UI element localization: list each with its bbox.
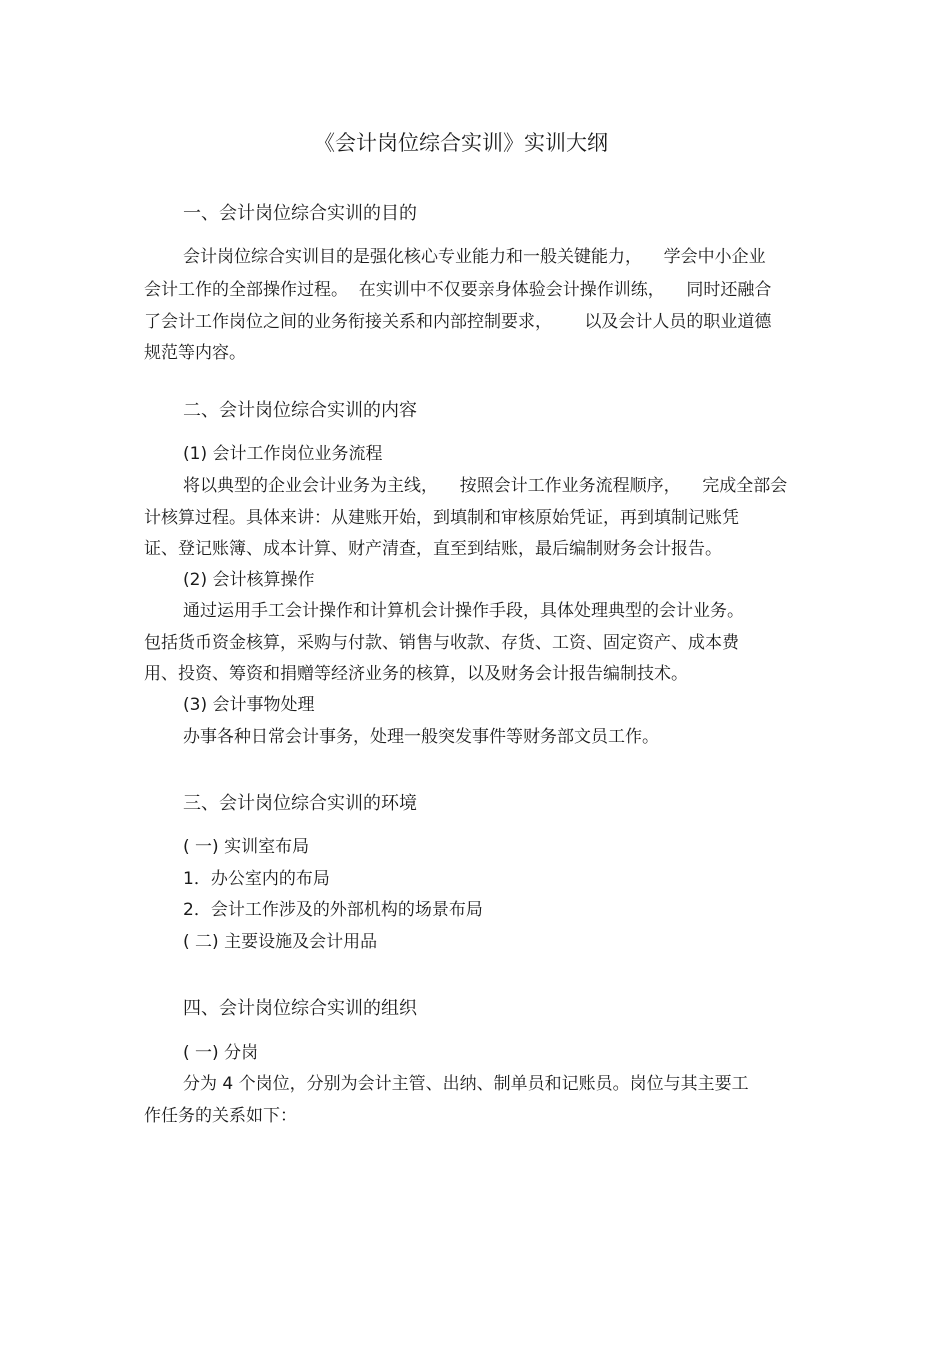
section-2-line-3: 计核算过程。具体来讲：从建账开始，到填制和审核原始凭证，再到填制记账凭 <box>144 508 739 528</box>
section-2-line-10: 办事各种日常会计事务，处理一般突发事件等财务部文员工作。 <box>183 727 659 747</box>
section-4-line-3: 作任务的关系如下： <box>144 1106 297 1126</box>
section-1-line-1: 会计岗位综合实训目的是强化核心专业能力和一般关键能力， 学会中小企业 <box>183 247 766 267</box>
section-2-line-9: (3) 会计事物处理 <box>183 695 315 715</box>
section-1-heading: 一、会计岗位综合实训的目的 <box>183 203 417 224</box>
section-2-line-2: 将以典型的企业会计业务为主线， 按照会计工作业务流程顺序， 完成全部会 <box>183 476 788 496</box>
section-3-line-4: ( 二) 主要设施及会计用品 <box>183 932 378 952</box>
document-title: 《会计岗位综合实训》实训大纲 <box>314 131 608 155</box>
section-4-line-2: 分为 4 个岗位，分别为会计主管、出纳、制单员和记账员。岗位与其主要工 <box>183 1074 749 1094</box>
section-3-heading: 三、会计岗位综合实训的环境 <box>183 793 417 814</box>
section-3-line-1: ( 一) 实训室布局 <box>183 837 310 857</box>
section-1-line-4: 规范等内容。 <box>144 343 246 363</box>
section-2-line-5: (2) 会计核算操作 <box>183 570 315 590</box>
section-2-line-4: 证、登记账簿、成本计算、财产清查，直至到结账，最后编制财务会计报告。 <box>144 539 722 559</box>
section-4-line-1: ( 一) 分岗 <box>183 1043 259 1063</box>
section-1-line-2: 会计工作的全部操作过程。 在实训中不仅要亲身体验会计操作训练， 同时还融合 <box>144 280 772 300</box>
section-1-line-3: 了会计工作岗位之间的业务衔接关系和内部控制要求， 以及会计人员的职业道德 <box>144 312 772 332</box>
section-2-line-1: (1) 会计工作岗位业务流程 <box>183 444 383 464</box>
section-4-heading: 四、会计岗位综合实训的组织 <box>183 998 417 1019</box>
section-3-line-3: 2．会计工作涉及的外部机构的场景布局 <box>183 900 483 920</box>
section-2-line-8: 用、投资、筹资和捐赠等经济业务的核算，以及财务会计报告编制技术。 <box>144 664 688 684</box>
section-2-line-7: 包括货币资金核算，采购与付款、销售与收款、存货、工资、固定资产、成本费 <box>144 633 739 653</box>
section-2-heading: 二、会计岗位综合实训的内容 <box>183 400 417 421</box>
section-3-line-2: 1．办公室内的布局 <box>183 869 330 889</box>
section-2-line-6: 通过运用手工会计操作和计算机会计操作手段，具体处理典型的会计业务。 <box>183 601 744 621</box>
